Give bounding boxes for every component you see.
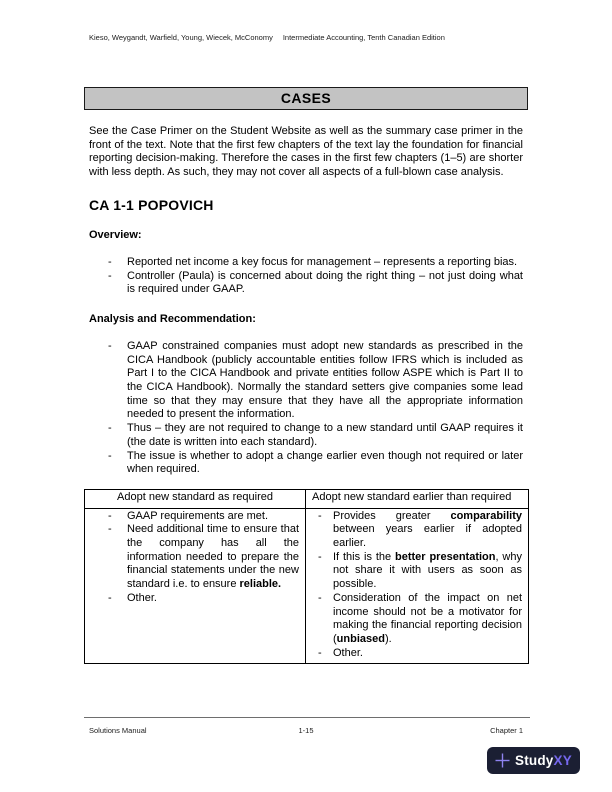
bullet-text: Need additional time to ensure that the company has all the information needed to prepare the financial statements under the new standard i.e. to ensure reliable. <box>127 523 299 591</box>
table-header-adopt-earlier: Adopt new standard earlier than required <box>306 489 529 508</box>
intro-paragraph: See the Case Primer on the Student Website as well as the summary case primer in the front of the text. Note that the first few chapters of the text lay the foundation for financial reporting decision-making. Therefore the cases in the first few chapters (1–5) are shorter with less depth. As such, they may not cover all aspects of a full-blown case analysis. <box>89 125 523 179</box>
bullet-text: Thus – they are not required to change to a new standard until GAAP requires it (the date is written into each standard). <box>127 422 523 448</box>
footer-chapter-label: Chapter 1 <box>490 726 523 735</box>
page-footer <box>89 726 523 738</box>
bullet-item <box>318 551 522 592</box>
bullet-item <box>108 270 523 297</box>
bullet-item <box>318 647 522 661</box>
cases-title-banner: CASES <box>84 87 528 110</box>
analysis-label: Analysis and Recommendation: <box>89 312 256 325</box>
bullet-item <box>108 340 523 422</box>
bullet-text: If this is the better presentation, why not share it with users as soon as possible. <box>333 550 522 591</box>
bullet-text: Other. <box>127 591 157 604</box>
bullet-dash: - <box>108 523 112 536</box>
bullet-text: Reported net income a key focus for management – represents a reporting bias. <box>127 255 518 268</box>
analysis-bullet-list <box>89 340 523 477</box>
bullet-dash: - <box>108 449 112 462</box>
page-header <box>89 33 523 42</box>
bullet-item <box>108 256 523 270</box>
bullet-item <box>108 450 523 477</box>
studyxy-logo <box>487 747 580 774</box>
page-content <box>89 0 523 664</box>
header-edition: Intermediate Accounting, Tenth Canadian Edition <box>282 33 445 42</box>
bullet-item <box>108 592 299 606</box>
bullet-dash: - <box>108 255 112 268</box>
overview-label: Overview: <box>89 228 142 241</box>
cell-bullet-list <box>91 510 299 606</box>
bullet-dash: - <box>108 422 112 435</box>
bullet-dash: - <box>108 509 112 522</box>
bullet-item <box>108 422 523 449</box>
bullet-dash: - <box>108 269 112 282</box>
header-authors: Kieso, Weygandt, Warfield, Young, Wiecek, McConomy <box>89 33 273 42</box>
footer-page-number: 1-15 <box>298 726 314 735</box>
bullet-item <box>318 592 522 647</box>
table-header-adopt-as-required: Adopt new standard as required <box>85 489 306 508</box>
table-cell-adopt-as-required <box>85 508 306 664</box>
bullet-dash: - <box>318 550 322 563</box>
bullet-text: Other. <box>333 646 363 659</box>
brand-name-accent: XY <box>553 753 572 768</box>
bullet-text: The issue is whether to adopt a change earlier even though not required or later when required. <box>127 449 523 476</box>
brand-name-primary: Study <box>515 753 554 768</box>
bullet-item <box>318 510 522 551</box>
table-header-row <box>85 489 529 508</box>
bullet-item <box>108 510 299 524</box>
bullet-dash: - <box>108 339 112 352</box>
bullet-dash: - <box>318 646 322 659</box>
bullet-text: GAAP requirements are met. <box>127 509 269 522</box>
table-body-row <box>85 508 529 664</box>
case-heading: CA 1-1 POPOVICH <box>89 196 214 213</box>
footer-manual-label: Solutions Manual <box>89 726 147 735</box>
bullet-item <box>108 523 299 592</box>
bullet-text: Provides greater comparability between years earlier if adopted earlier. <box>333 509 522 550</box>
bullet-text: Controller (Paula) is concerned about doing the right thing – not just doing what is required under GAAP. <box>127 269 523 296</box>
decision-table <box>84 489 529 664</box>
bullet-dash: - <box>108 591 112 604</box>
bullet-text: Consideration of the impact on net income should not be a motivator for making the financial reporting decision (unbiased). <box>333 591 522 645</box>
bullet-dash: - <box>318 509 322 522</box>
bullet-text: GAAP constrained companies must adopt new standards as prescribed in the CICA Handbook (publicly accountable entities follow IFRS which is included as Part I to the CICA Handbook and private entities follow ASPE which is Part II to the CICA Handbook). Normally the standard setters give companies some lead time so that they may ensure that they have all the appropriate information needed to present the information. <box>127 339 523 421</box>
plus-icon <box>495 753 510 768</box>
brand-name <box>515 753 572 768</box>
cell-bullet-list <box>312 510 522 661</box>
footer-divider <box>84 717 530 718</box>
bullet-dash: - <box>318 591 322 604</box>
table-cell-adopt-earlier <box>306 508 529 664</box>
overview-bullet-list <box>89 256 523 297</box>
